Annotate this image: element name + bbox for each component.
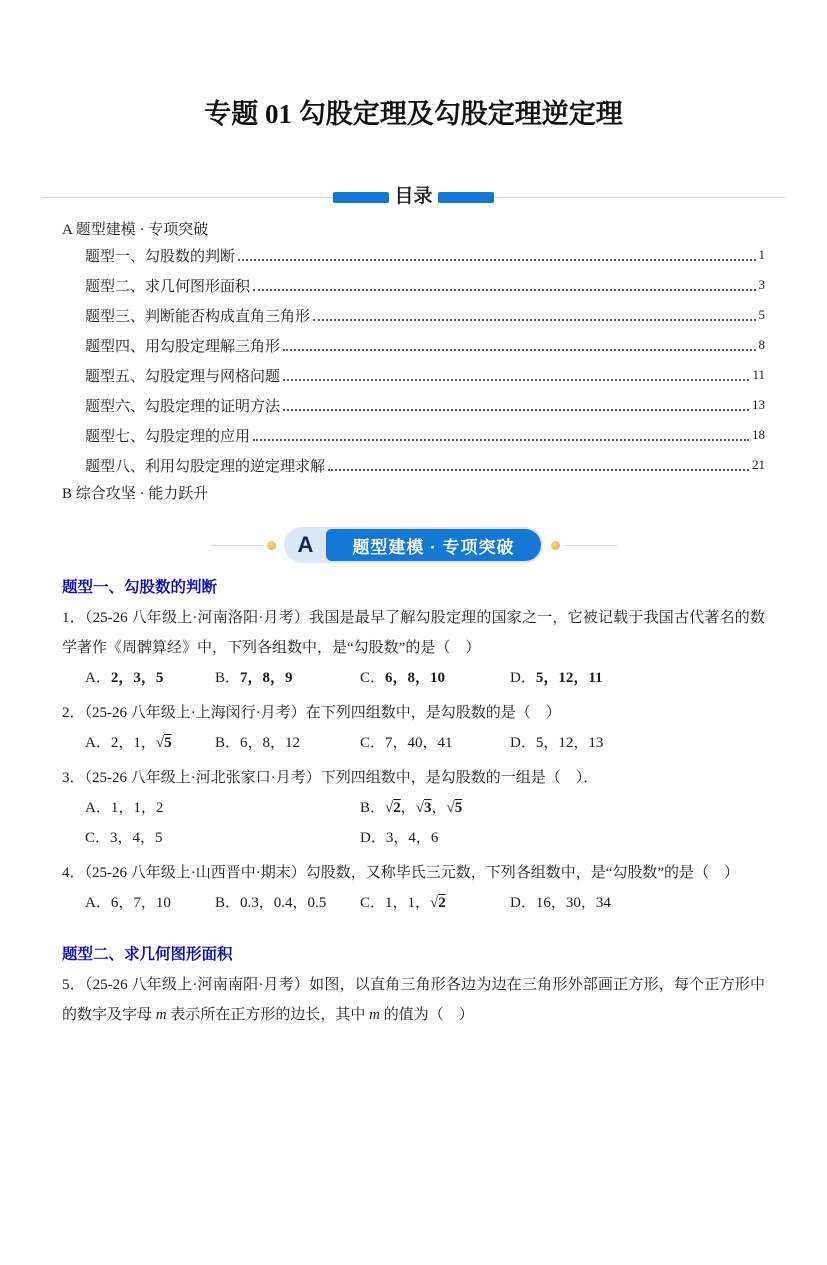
option-a: A．1，1，2 — [85, 800, 164, 816]
dotted-leader — [283, 349, 755, 351]
document-page — [0, 96, 827, 1265]
option-b: B．0.3，0.4，0.5 — [215, 895, 327, 911]
badge-capsule — [284, 527, 542, 563]
toc-item[interactable] — [85, 390, 765, 420]
section-heading-2: 题型二、求几何图形面积 — [62, 946, 233, 963]
badge-label: 题型建模 · 专项突破 — [326, 529, 540, 561]
question-1-options — [85, 663, 765, 693]
decor-dot-right — [551, 541, 560, 550]
option-c: C．1，1，√2 — [360, 895, 446, 911]
dotted-leader — [238, 259, 755, 261]
decor-line-right — [563, 545, 617, 546]
toc-section-a: A 题型建模 · 专项突破 — [62, 222, 209, 238]
decor-dot-left — [267, 541, 276, 550]
toc-page-number: 11 — [752, 367, 765, 382]
option-c: C．3，4，5 — [85, 830, 163, 846]
toc-header — [62, 184, 765, 210]
toc-page-number: 1 — [758, 247, 765, 262]
question-4-options — [85, 888, 765, 918]
dotted-leader — [253, 439, 749, 441]
toc-item-label: 题型一、勾股数的判断 — [85, 248, 236, 265]
toc-item-label: 题型四、用勾股定理解三角形 — [85, 338, 281, 355]
dotted-leader — [253, 289, 755, 291]
question-5-text: 5．（25-26 八年级上·河南南阳·月考）如图，以直角三角形各边为边在三角形外部画正方形，每个正方形中的数字及字母 m 表示所在正方形的边长，其中 m 的值为（ ） — [62, 977, 765, 1023]
dotted-leader — [283, 409, 749, 411]
question-3-options-row-2 — [85, 823, 765, 853]
toc-page-number: 21 — [752, 457, 765, 472]
dotted-leader — [328, 469, 749, 471]
option-c: C．6，8，10 — [360, 670, 446, 686]
toc-item-label: 题型七、勾股定理的应用 — [85, 428, 251, 445]
page-title: 专题 01 勾股定理及勾股定理逆定理 — [204, 99, 623, 129]
toc-page-number: 18 — [752, 427, 765, 442]
toc-item-label: 题型八、利用勾股定理的逆定理求解 — [85, 458, 326, 475]
toc-page-number: 8 — [758, 337, 765, 352]
toc-item-label: 题型二、求几何图形面积 — [85, 278, 251, 295]
toc-title-bar-left — [333, 192, 389, 203]
option-b: B．√2，√3，√5 — [360, 800, 463, 816]
question-1-text: 1．（25-26 八年级上·河南洛阳·月考）我国是最早了解勾股定理的国家之一，它被记载于我国古代著名的数学著作《周髀算经》中，下列各组数中，是“勾股数”的是（ ） — [62, 610, 765, 656]
toc-page-number: 3 — [758, 277, 765, 292]
option-c: C．7，40，41 — [360, 735, 453, 751]
option-d: D．3，4，6 — [360, 830, 439, 846]
toc-section-b: B 综合攻坚 · 能力跃升 — [62, 486, 209, 502]
question-3-text: 3．（25-26 八年级上·河北张家口·月考）下列四组数中，是勾股数的一组是（ ）． — [62, 770, 599, 786]
option-d: D．5，12，11 — [510, 670, 603, 686]
toc-item[interactable] — [85, 330, 765, 360]
section-heading-1: 题型一、勾股数的判断 — [62, 579, 218, 596]
option-d: D．5，12，13 — [510, 735, 604, 751]
toc-item[interactable] — [85, 240, 765, 270]
option-a: A．2，3，5 — [85, 670, 164, 686]
toc-item-label: 题型三、判断能否构成直角三角形 — [85, 308, 311, 325]
section-badge — [62, 527, 765, 563]
toc-item[interactable] — [85, 420, 765, 450]
option-a: A．6，7，10 — [85, 895, 171, 911]
badge-letter: A — [297, 532, 314, 557]
decor-line-left — [210, 545, 264, 546]
option-b: B．7，8，9 — [215, 670, 293, 686]
dotted-leader — [283, 379, 749, 381]
option-b: B．6，8，12 — [215, 735, 301, 751]
toc-title-bar-right — [438, 192, 494, 203]
toc-item[interactable] — [85, 300, 765, 330]
toc-page-number: 5 — [758, 307, 765, 322]
question-2-options — [85, 728, 765, 758]
toc-item-label: 题型五、勾股定理与网格问题 — [85, 368, 281, 385]
toc-item-label: 题型六、勾股定理的证明方法 — [85, 398, 281, 415]
question-3-options-row-1 — [85, 793, 765, 823]
question-2-text: 2．（25-26 八年级上·上海闵行·月考）在下列四组数中，是勾股数的是（ ） — [62, 705, 561, 721]
toc-item[interactable] — [85, 360, 765, 390]
toc-page-number: 13 — [752, 397, 765, 412]
toc-title: 目录 — [389, 184, 437, 210]
dotted-leader — [313, 319, 755, 321]
toc-list — [85, 240, 765, 480]
toc-item[interactable] — [85, 450, 765, 480]
option-d: D．16，30，34 — [510, 895, 611, 911]
toc-item[interactable] — [85, 270, 765, 300]
question-4-text: 4．（25-26 八年级上·山西晋中·期末）勾股数，又称毕氏三元数，下列各组数中，是“勾股数”的是（ ） — [62, 865, 740, 881]
option-a: A．2，1，√5 — [85, 735, 172, 751]
